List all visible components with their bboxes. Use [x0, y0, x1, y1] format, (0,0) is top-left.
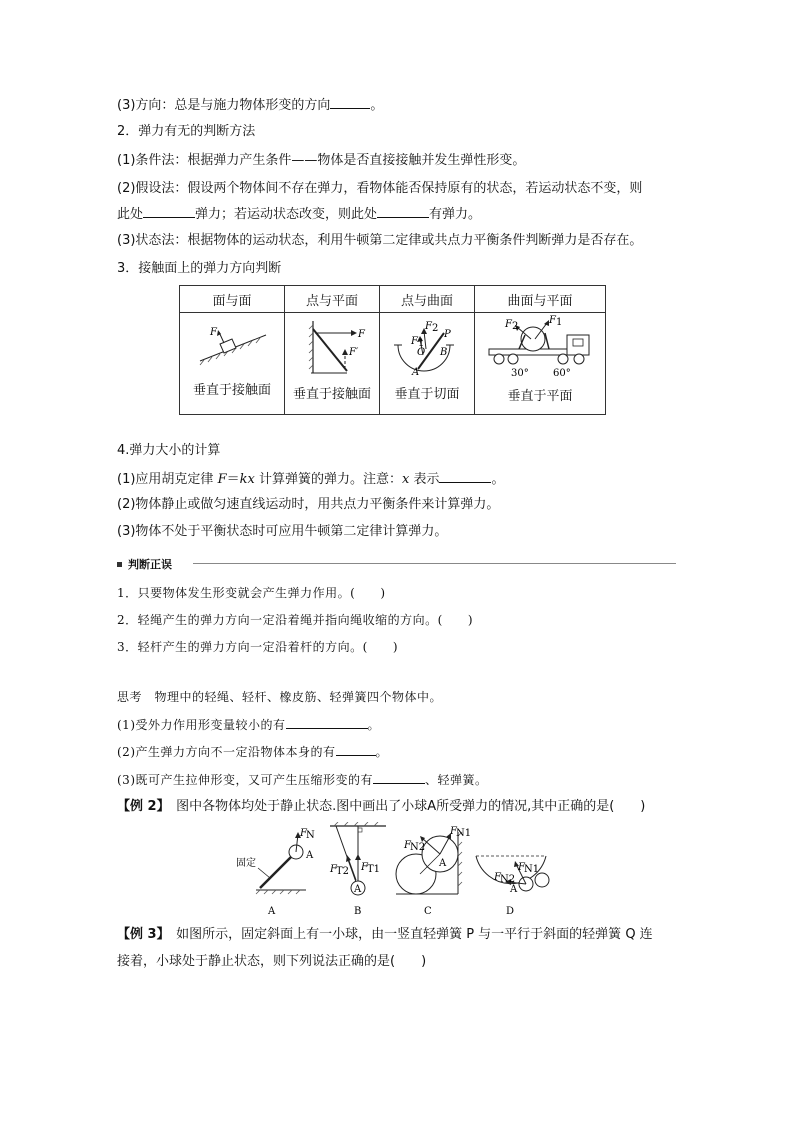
rod-bowl-figure	[380, 313, 474, 377]
table-header: 曲面与平面	[475, 286, 606, 313]
figure-b	[329, 822, 386, 895]
method-state: (3)状态法：根据物体的运动状态，利用牛顿第二定律或共点力平衡条件判断弹力是否存在。	[117, 233, 643, 248]
text: (1)受外力作用形变量较小的有	[117, 718, 286, 732]
fixed-label: 固定	[236, 858, 256, 869]
force-subscript: N2	[500, 874, 516, 885]
force-label: F′	[349, 347, 359, 358]
punct: 、轻弹簧。	[425, 773, 488, 787]
table-header: 面与面	[180, 286, 285, 313]
punct: 。	[375, 745, 389, 759]
judge-heading	[117, 556, 172, 572]
judge-item: 3．轻杆产生的弹力方向一定沿着杆的方向。( )	[117, 640, 398, 654]
ball-label: A	[510, 884, 518, 895]
force-subscript: N	[306, 830, 315, 841]
table-cell-point-plane	[285, 313, 380, 415]
force-label: F	[411, 336, 418, 347]
table-caption: 垂直于接触面	[192, 383, 271, 398]
direction-text: (3)方向：总是与施力物体形变的方向	[117, 98, 331, 113]
punct: 。	[367, 718, 381, 732]
force-subscript: T1	[367, 864, 381, 875]
table-cell-point-curve	[380, 313, 475, 415]
example-tag: 【例 2】	[117, 799, 164, 814]
rod-wall-figure	[285, 313, 379, 377]
incline-block-figure	[180, 313, 284, 373]
force-label: F	[518, 862, 525, 873]
section3-heading: 3．接触面上的弹力方向判断	[117, 261, 282, 276]
calc-hooke	[117, 470, 504, 489]
figure-c	[396, 826, 471, 894]
force-subscript: 2	[432, 323, 439, 334]
think-intro: 思考 物理中的轻绳、轻杆、橡皮筋、轻弹簧四个物体中。	[117, 690, 443, 704]
option-label: D	[506, 906, 515, 917]
calc-equilibrium: (2)物体静止或做匀速直线运动时，用共点力平衡条件来计算弹力。	[117, 497, 500, 512]
judge-title: 判断正误	[128, 558, 172, 571]
think-q3	[117, 771, 488, 789]
text: (2)产生弹力方向不一定沿物体本身的有	[117, 745, 336, 759]
force-label: F	[210, 327, 217, 338]
point-label: O	[417, 347, 426, 358]
example-tag: 【例 3】	[117, 927, 164, 942]
example2-figures	[236, 822, 566, 918]
table-caption: 垂直于平面	[507, 389, 573, 404]
answer-blank[interactable]	[439, 470, 491, 483]
text: (3)既可产生拉伸形变，又可产生压缩形变的有	[117, 773, 373, 787]
divider	[193, 563, 676, 564]
point-label: B	[440, 347, 448, 358]
symbol: kx	[239, 472, 255, 487]
force-label: F	[300, 828, 307, 839]
text: (1)应用胡克定律	[117, 472, 218, 487]
answer-blank[interactable]	[373, 771, 425, 784]
ball-label: A	[354, 884, 362, 895]
table-header: 点与平面	[285, 286, 380, 313]
symbol: F	[217, 472, 227, 487]
force-label: F	[425, 321, 432, 332]
force-label: F	[549, 315, 556, 326]
text: 有弹力。	[429, 207, 482, 222]
table-cell-curve-plane	[475, 313, 606, 415]
example2-question	[117, 798, 645, 816]
method-assumption-2	[117, 205, 481, 224]
punct: 。	[370, 98, 384, 113]
force-subscript: N1	[524, 864, 540, 875]
ball-label: A	[306, 850, 314, 861]
point-label: P	[444, 329, 451, 340]
calc-newton: (3)物体不处于平衡状态时可应用牛顿第二定律计算弹力。	[117, 524, 448, 539]
text: 图中各物体均处于静止状态.图中画出了小球A所受弹力的情况,其中正确的是( )	[163, 799, 646, 814]
text: 弹力；若运动状态改变，则此处	[195, 207, 378, 222]
answer-blank[interactable]	[143, 205, 195, 218]
contact-direction-table	[179, 285, 606, 415]
figure-d	[476, 856, 549, 895]
text: 表示	[409, 472, 440, 487]
symbol: x	[401, 472, 410, 487]
force-label: F	[505, 319, 512, 330]
force-subscript: N1	[456, 828, 472, 839]
force-label: F	[450, 826, 457, 837]
force-label: F	[404, 840, 411, 851]
method-condition: (1)条件法：根据弹力产生条件——物体是否直接接触并发生弹性形变。	[117, 153, 526, 168]
ball-label: A	[439, 858, 447, 869]
option-label: B	[354, 906, 362, 917]
answer-blank[interactable]	[336, 743, 376, 756]
truck-pipe-figure	[475, 313, 605, 379]
force-subscript: T2	[336, 866, 350, 877]
option-label: A	[268, 906, 276, 917]
table-cell-face-face	[180, 313, 285, 415]
table-caption: 垂直于切面	[394, 387, 460, 402]
angle-label: 30°	[511, 368, 529, 379]
force-subscript: 1	[418, 338, 425, 349]
answer-blank[interactable]	[286, 716, 368, 729]
force-label: F	[330, 864, 337, 875]
think-q1	[117, 716, 380, 734]
bullet-square-icon	[117, 562, 122, 567]
answer-blank[interactable]	[377, 205, 429, 218]
force-subscript: 1	[556, 317, 563, 328]
text: 如图所示，固定斜面上有一小球，由一竖直轻弹簧 P 与一平行于斜面的轻弹簧 Q 连	[163, 927, 653, 942]
example3-question-1	[117, 926, 653, 944]
section2-heading: 2．弹力有无的判断方法	[117, 124, 256, 139]
option-label: C	[424, 906, 432, 917]
point-label: A	[412, 367, 420, 377]
table-header: 点与曲面	[380, 286, 475, 313]
method-assumption-1: (2)假设法：假设两个物体间不存在弹力，看物体能否保持原有的状态，若运动状态不变，则	[117, 181, 643, 196]
force-subscript: N2	[410, 842, 426, 853]
figure-a	[236, 828, 315, 894]
section4-heading: 4.弹力大小的计算	[117, 443, 221, 458]
answer-blank[interactable]	[330, 96, 370, 109]
direction-line	[117, 96, 383, 115]
think-q2	[117, 743, 388, 761]
table-caption: 垂直于接触面	[292, 387, 371, 402]
text: 计算弹簧的弹力。注意：	[254, 472, 402, 487]
example3-question-2: 接着，小球处于静止状态，则下列说法正确的是( )	[117, 954, 427, 969]
force-label: F	[494, 872, 501, 883]
judge-item: 2．轻绳产生的弹力方向一定沿着绳并指向绳收缩的方向。( )	[117, 613, 474, 627]
force-label: F	[358, 329, 365, 340]
force-subscript: 2	[512, 321, 519, 332]
text: 此处	[117, 207, 144, 222]
symbol: ＝	[226, 472, 240, 487]
judge-item: 1．只要物体发生形变就会产生弹力作用。( )	[117, 586, 386, 600]
force-label: F	[361, 862, 368, 873]
angle-label: 60°	[553, 368, 571, 379]
punct: 。	[491, 472, 505, 487]
